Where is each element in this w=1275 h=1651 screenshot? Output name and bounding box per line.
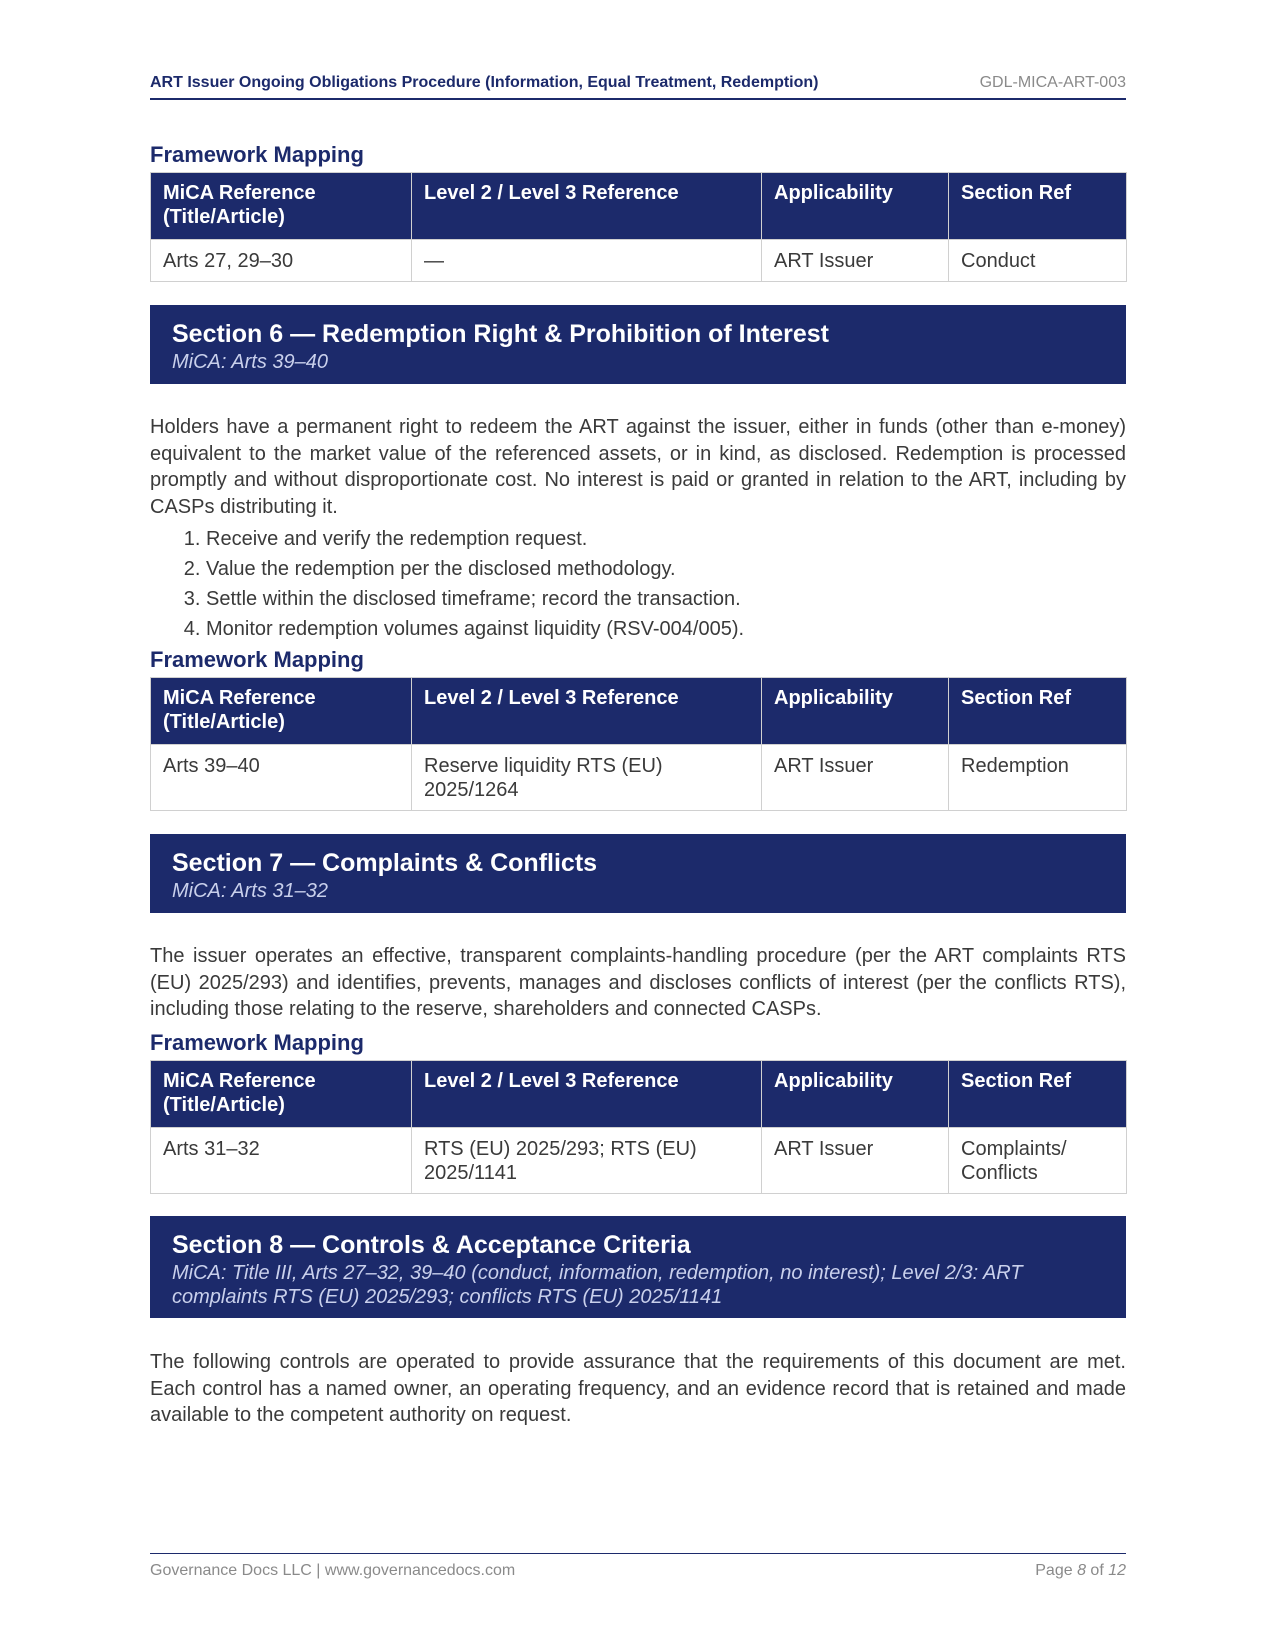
cell-section-ref: Redemption bbox=[949, 745, 1127, 811]
framework-mapping-table bbox=[150, 1060, 1127, 1194]
header-section-ref: Section Ref bbox=[949, 678, 1127, 745]
section-8-body: The following controls are operated to provide assurance that the requirements of this document are met. Each control has a named owner, an operating frequency, and an evidence record that is retained and made available to the competent authority on request. bbox=[150, 1351, 1126, 1426]
section-reference: MiCA: Title III, Arts 27–32, 39–40 (conduct, information, redemption, no interest); Level 2/3: ART complaints RTS (EU) 2025/293; conflicts RTS (EU) 2025/1141 bbox=[172, 1262, 1023, 1308]
list-item: 1. Receive and verify the redemption request. bbox=[206, 524, 1182, 554]
redemption-steps-list bbox=[150, 524, 1182, 644]
section-7-body: The issuer operates an effective, transparent complaints-handling procedure (per the ART complaints RTS (EU) 2025/293) and identifies, prevents, manages and discloses conflicts of interest (per the conflicts RTS), including those relating to the reserve, shareholders and connected CASPs. bbox=[150, 945, 1126, 1020]
header-mica-reference: MiCA Reference (Title/Article) bbox=[151, 1061, 412, 1128]
header-level-reference: Level 2 / Level 3 Reference bbox=[412, 173, 762, 240]
page-prefix: Page bbox=[1035, 1562, 1078, 1579]
header-mica-reference: MiCA Reference (Title/Article) bbox=[151, 678, 412, 745]
cell-level-reference: Reserve liquidity RTS (EU) 2025/1264 bbox=[412, 745, 762, 811]
framework-mapping-table bbox=[150, 677, 1127, 811]
section-heading: Section 8 — Controls & Acceptance Criteria bbox=[172, 1231, 691, 1259]
header-section-ref: Section Ref bbox=[949, 173, 1127, 240]
header-applicability: Applicability bbox=[762, 1061, 949, 1128]
table-row bbox=[151, 1128, 1127, 1194]
list-item: 4. Monitor redemption volumes against liquidity (RSV-004/005). bbox=[206, 614, 1182, 644]
table-header-row bbox=[151, 1061, 1127, 1128]
cell-applicability: ART Issuer bbox=[762, 745, 949, 811]
table-header-row bbox=[151, 678, 1127, 745]
cell-applicability: ART Issuer bbox=[762, 240, 949, 282]
framework-mapping-heading: Framework Mapping bbox=[150, 647, 364, 672]
section-heading: Section 6 — Redemption Right & Prohibition of Interest bbox=[172, 320, 829, 348]
header-mica-reference: MiCA Reference (Title/Article) bbox=[151, 173, 412, 240]
section-8-banner bbox=[150, 1216, 1126, 1318]
framework-mapping-heading: Framework Mapping bbox=[150, 1030, 364, 1055]
section-reference: MiCA: Arts 31–32 bbox=[172, 880, 328, 902]
framework-mapping-table bbox=[150, 172, 1127, 282]
cell-applicability: ART Issuer bbox=[762, 1128, 949, 1194]
section-heading: Section 7 — Complaints & Conflicts bbox=[172, 849, 598, 877]
cell-mica-reference: Arts 27, 29–30 bbox=[151, 240, 412, 282]
cell-section-ref: Conduct bbox=[949, 240, 1127, 282]
section-6-banner bbox=[150, 305, 1126, 384]
page-of: of bbox=[1085, 1562, 1109, 1579]
running-footer bbox=[150, 1553, 1126, 1582]
list-item: 3. Settle within the disclosed timeframe; record the transaction. bbox=[206, 584, 1182, 614]
table-row bbox=[151, 240, 1127, 282]
cell-level-reference: RTS (EU) 2025/293; RTS (EU) 2025/1141 bbox=[412, 1128, 762, 1194]
framework-mapping-heading: Framework Mapping bbox=[150, 142, 364, 167]
header-applicability: Applicability bbox=[762, 173, 949, 240]
document-id: GDL-MICA-ART-003 bbox=[979, 74, 1126, 91]
section-7-banner bbox=[150, 834, 1126, 913]
header-level-reference: Level 2 / Level 3 Reference bbox=[412, 678, 762, 745]
header-section-ref: Section Ref bbox=[949, 1061, 1127, 1128]
document-title: ART Issuer Ongoing Obligations Procedure (Information, Equal Treatment, Redemption) bbox=[150, 74, 819, 91]
section-reference: MiCA: Arts 39–40 bbox=[172, 351, 328, 373]
page-total: 12 bbox=[1108, 1562, 1126, 1579]
running-header bbox=[150, 72, 1126, 100]
page-current: 8 bbox=[1077, 1562, 1086, 1579]
table-header-row bbox=[151, 173, 1127, 240]
cell-section-ref: Complaints/ Conflicts bbox=[949, 1128, 1127, 1194]
cell-mica-reference: Arts 39–40 bbox=[151, 745, 412, 811]
page-number bbox=[1035, 1562, 1126, 1580]
cell-level-reference: — bbox=[412, 240, 762, 282]
list-item: 2. Value the redemption per the disclosed methodology. bbox=[206, 554, 1182, 584]
header-level-reference: Level 2 / Level 3 Reference bbox=[412, 1061, 762, 1128]
table-row bbox=[151, 745, 1127, 811]
cell-mica-reference: Arts 31–32 bbox=[151, 1128, 412, 1194]
footer-company: Governance Docs LLC | www.governancedocs.com bbox=[150, 1562, 516, 1579]
section-6-body: Holders have a permanent right to redeem the ART against the issuer, either in funds (other than e-money) equivalent to the market value of the referenced assets, or in kind, as disclosed. Redemption is processed promptly and without disproportionate cost. No interest is paid or granted in relation to the ART, including by CASPs distributing it. bbox=[150, 416, 1126, 518]
header-applicability: Applicability bbox=[762, 678, 949, 745]
